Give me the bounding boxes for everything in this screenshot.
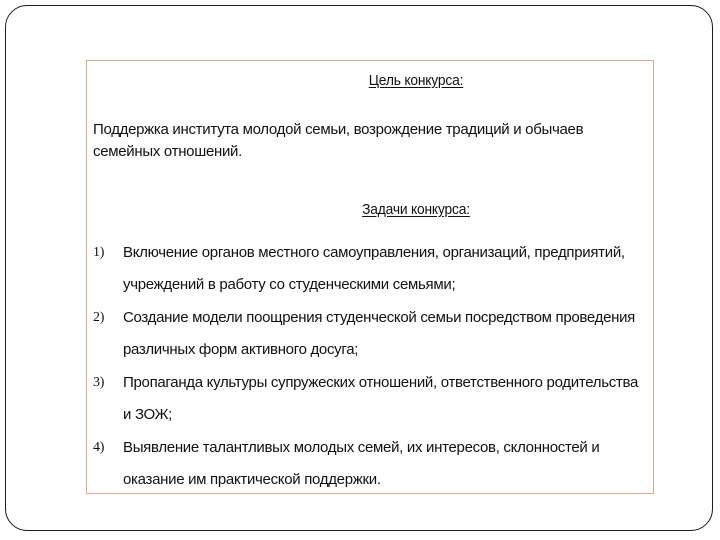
task-text: Выявление талантливых молодых семей, их интересов, склонностей и оказание им практической поддержки.	[123, 439, 600, 488]
task-number: 4)	[93, 440, 105, 455]
task-number: 3)	[93, 375, 105, 390]
tasks-heading-text: Задачи конкурса:	[362, 201, 470, 218]
task-item-3	[93, 367, 649, 431]
task-item-4	[93, 432, 649, 496]
content-box	[86, 60, 654, 494]
task-text: Включение органов местного самоуправления, организаций, предприятий, учреждений в работу со студенческими семьями;	[123, 244, 625, 293]
task-number: 2)	[93, 310, 105, 325]
task-list	[93, 237, 649, 497]
goal-description: Поддержка института молодой семьи, возрождение традиций и обычаев семейных отношений.	[93, 121, 584, 160]
task-number: 1)	[93, 245, 105, 260]
task-text: Пропаганда культуры супружеских отношений, ответственного родительства и ЗОЖ;	[123, 374, 639, 423]
slide-frame	[5, 5, 713, 531]
task-item-1	[93, 237, 649, 301]
task-text: Создание модели поощрения студенческой семьи посредством проведения различных форм активного досуга;	[123, 309, 636, 358]
tasks-heading	[198, 201, 634, 218]
task-item-2	[93, 302, 649, 366]
goal-heading-text: Цель конкурса:	[368, 72, 464, 89]
goal-heading	[198, 72, 634, 89]
